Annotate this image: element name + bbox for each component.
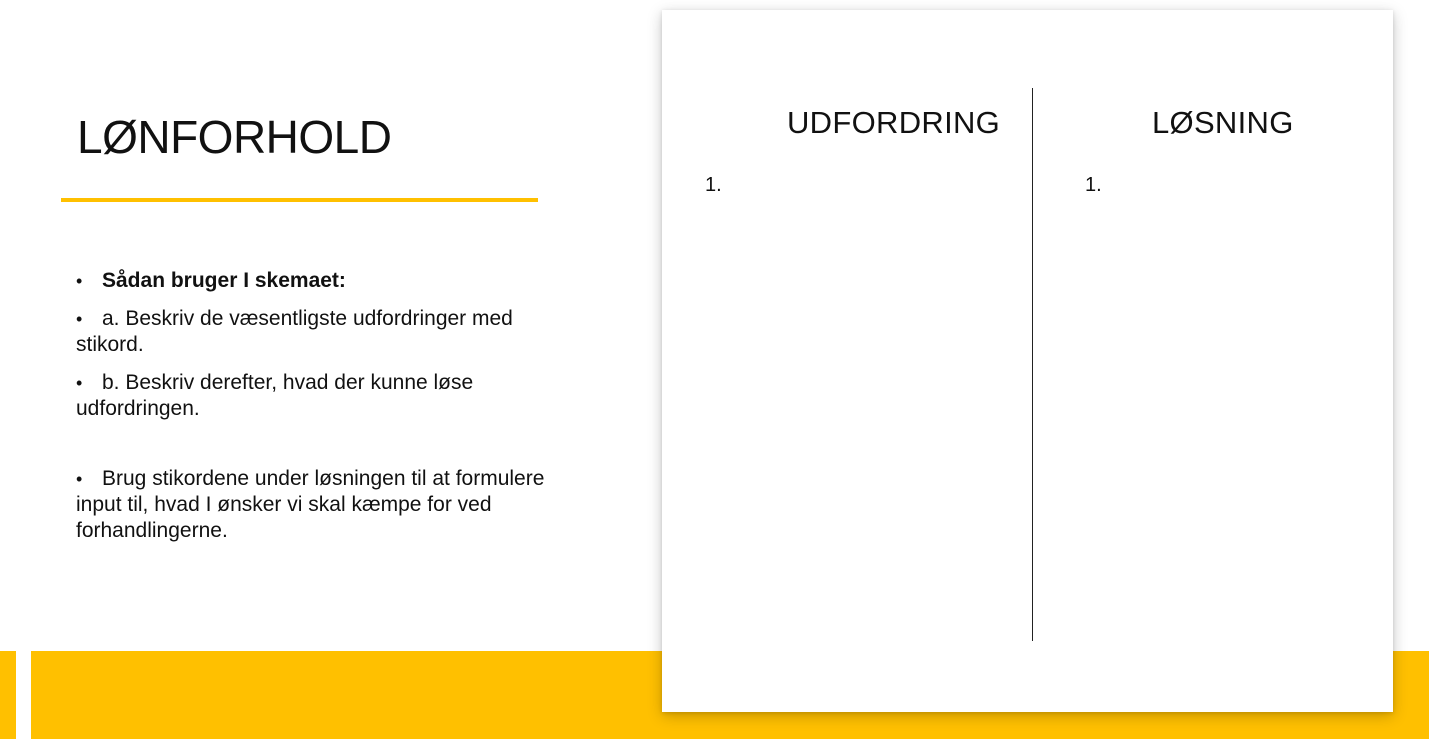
instruction-item	[76, 370, 546, 422]
udfordring-item-number: 1.	[705, 174, 722, 196]
instruction-text: Brug stikordene under løsningen til at formulere input til, hvad I ønsker vi skal kæmpe for ved forhandlingerne.	[76, 467, 545, 542]
column-heading-udfordring: UDFORDRING	[787, 105, 1001, 140]
instruction-item	[76, 306, 546, 358]
bullet-icon: •	[76, 309, 83, 329]
instruction-item	[76, 466, 546, 544]
instruction-heading-text: Sådan bruger I skemaet:	[102, 269, 346, 292]
bullet-icon: •	[76, 271, 83, 291]
bullet-icon: •	[76, 373, 83, 393]
bullet-icon: •	[76, 469, 83, 489]
instruction-heading	[76, 268, 546, 294]
slide-title: LØNFORHOLD	[77, 111, 392, 163]
footer-accent-block	[0, 651, 16, 739]
worksheet-card	[662, 10, 1393, 712]
column-divider	[1032, 88, 1033, 641]
column-heading-losning: LØSNING	[1152, 105, 1294, 140]
instruction-list	[76, 268, 546, 556]
losning-item-number: 1.	[1085, 174, 1102, 196]
instruction-text: a. Beskriv de væsentligste udfordringer med stikord.	[76, 307, 513, 356]
instruction-text: b. Beskriv derefter, hvad der kunne løse udfordringen.	[76, 371, 474, 420]
title-underline	[61, 198, 538, 202]
